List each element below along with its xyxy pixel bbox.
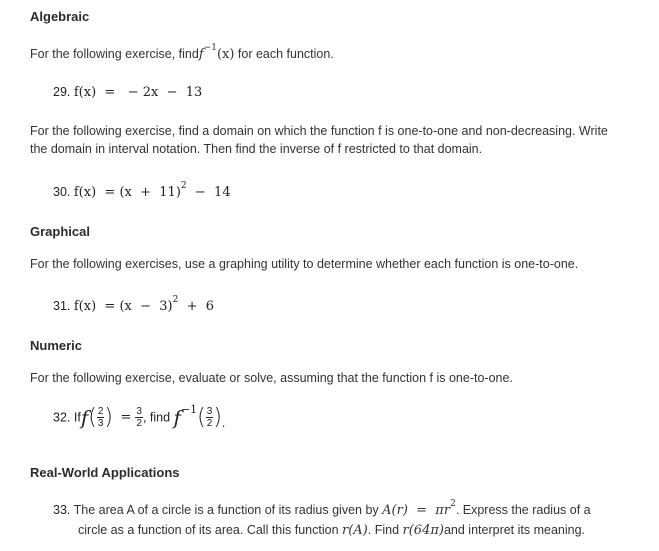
exercise-text: and interpret its meaning. (443, 523, 586, 537)
instruction-text-pre: For the following exercise, find (30, 47, 199, 61)
exercise-math: A(r) = πr (382, 503, 451, 518)
exercise-33-line-1 (53, 501, 591, 521)
exercise-number: 33. (53, 503, 71, 517)
instruction-evaluate: For the following exercise, evaluate or solve, assuming that the function f is one-to-one. (30, 371, 513, 385)
heading-graphical: Graphical (30, 224, 90, 239)
exercise-exponent: 2 (180, 181, 187, 191)
exercise-math: r(A) (342, 523, 368, 538)
exercise-expression-tail: + 6 (178, 299, 215, 314)
exercise-text: The area A of a circle is a function of its radius given by (73, 503, 383, 517)
fraction-argument: $\frac{2}{3}$ (97, 406, 104, 429)
period: . (221, 416, 226, 430)
exercise-31 (53, 295, 215, 314)
instruction-domain-line-1: For the following exercise, find a domain on which the function f is one-to-one and non-decreasing. Write (30, 124, 608, 138)
exercise-number: 31. (53, 299, 71, 313)
exercise-exponent: 2 (172, 295, 179, 305)
exercise-exponent: 2 (450, 499, 456, 509)
exercise-32 (53, 405, 225, 430)
paren-close-icon: ) (213, 405, 222, 430)
paren-open-icon: ( (88, 405, 97, 430)
instruction-text-post: for each function. (234, 47, 334, 61)
exercise-expression-tail: − 14 (186, 185, 231, 200)
find-text: , find (142, 410, 171, 425)
inverse-exponent: −1 (203, 43, 217, 53)
equals-sign: = (120, 410, 132, 425)
exercise-33-line-2 (78, 521, 585, 540)
heading-numeric: Numeric (30, 338, 83, 353)
function-f: f (80, 405, 89, 430)
exercise-text: . Find (367, 523, 403, 537)
if-text: If (73, 410, 81, 425)
inverse-exponent: −1 (180, 403, 198, 416)
instruction-graphing: For the following exercises, use a graphing utility to determine whether each function is one-to-one. (30, 257, 579, 271)
exercise-expression: f(x) = (x + 11) (73, 185, 181, 200)
heading-algebraic: Algebraic (30, 9, 90, 24)
exercise-text: circle as a function of its area. Call this function (78, 523, 343, 537)
fraction-value: $\frac{3}{2}$ (136, 406, 142, 429)
exercise-number: 30. (53, 185, 71, 199)
instruction-domain-line-2: the domain in interval notation. Then find the inverse of f restricted to that domain. (30, 142, 483, 156)
instruction-find-inverse (30, 45, 334, 65)
heading-real-world: Real-World Applications (30, 465, 180, 480)
exercise-expression: f(x) = − 2x − 13 (73, 85, 203, 100)
exercise-number: 32. (53, 410, 71, 425)
paren-close-icon: ) (104, 405, 113, 430)
exercise-text: . Express the radius of a (455, 503, 591, 517)
exercise-29 (53, 85, 202, 100)
exercise-math: r(64π) (402, 523, 444, 538)
paren-open-icon: ( (197, 405, 206, 430)
inverse-f: f (198, 47, 204, 62)
exercise-expression: f(x) = (x − 3) (73, 299, 173, 314)
inverse-function-f: f (173, 405, 181, 430)
inverse-arg: (x) (216, 47, 235, 62)
exercise-30 (53, 181, 231, 200)
fraction-inverse-argument: $\frac{3}{2}$ (206, 406, 213, 429)
exercise-number: 29. (53, 85, 71, 99)
